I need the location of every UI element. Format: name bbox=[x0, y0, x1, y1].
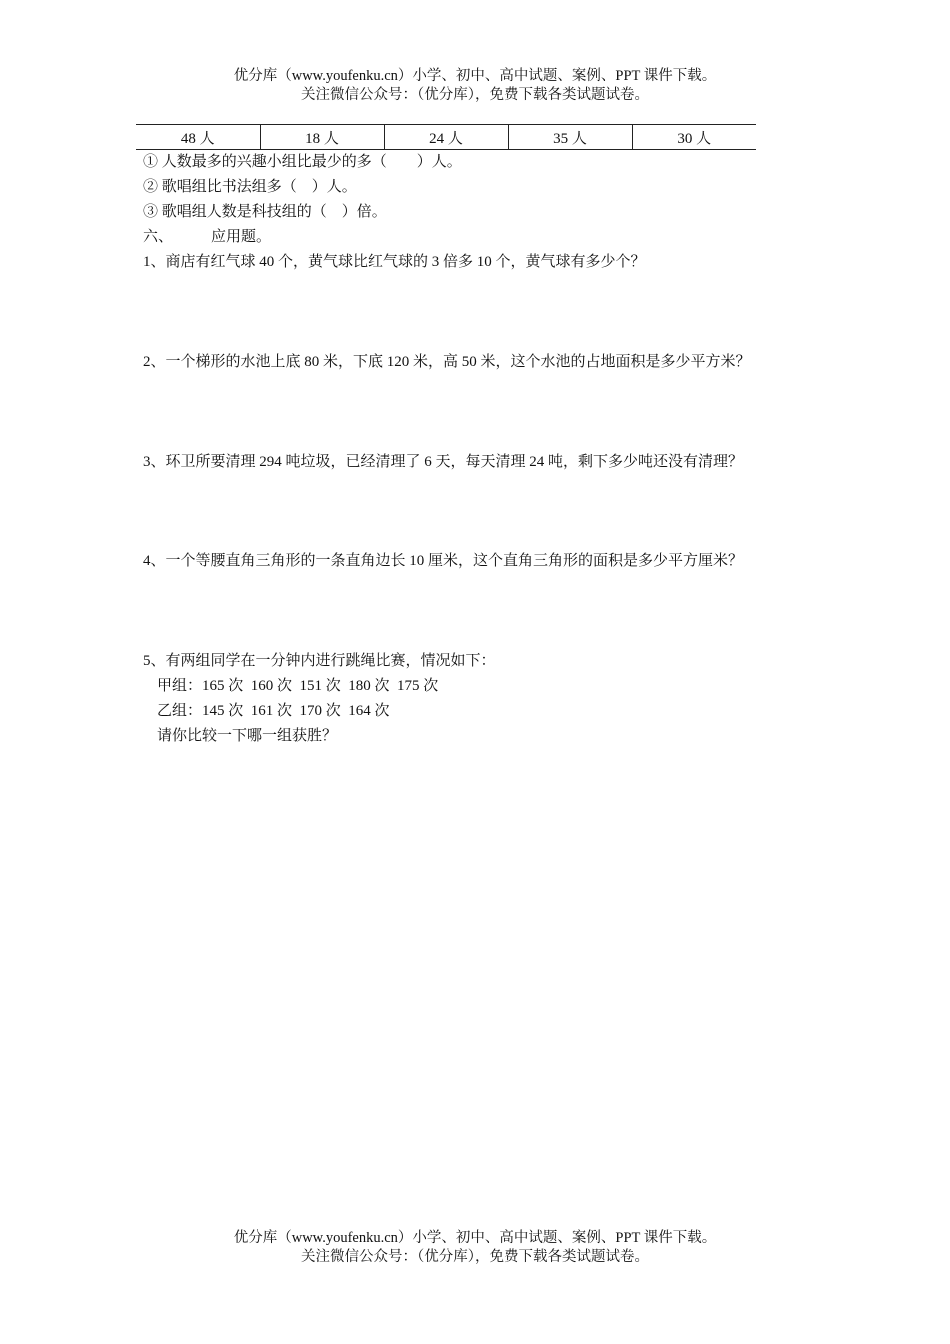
group-count-table bbox=[136, 124, 756, 150]
fill-question-3: ③ 歌唱组人数是科技组的（ ）倍。 bbox=[143, 204, 387, 220]
table-cell: 35 人 bbox=[508, 125, 632, 150]
problem-3: 3、环卫所要清理 294 吨垃圾，已经清理了 6 天，每天清理 24 吨，剩下多少吨还没有清理？ bbox=[143, 454, 744, 470]
table-row bbox=[136, 125, 756, 150]
table-cell: 48 人 bbox=[136, 125, 260, 150]
section-heading bbox=[143, 228, 271, 246]
problem-5-question: 请你比较一下哪一组获胜？ bbox=[157, 728, 338, 744]
problem-5-group-a: 甲组：165 次 160 次 151 次 180 次 175 次 bbox=[157, 678, 439, 694]
fill-question-2: ② 歌唱组比书法组多（ ）人。 bbox=[143, 179, 357, 195]
table-cell: 18 人 bbox=[260, 125, 384, 150]
problem-5: 5、有两组同学在一分钟内进行跳绳比赛，情况如下： bbox=[143, 653, 496, 669]
header-line-2: 关注微信公众号：（优分库），免费下载各类试题试卷。 bbox=[301, 87, 649, 103]
problem-2: 2、一个梯形的水池上底 80 米，下底 120 米，高 50 米，这个水池的占地面积是多少平方米？ bbox=[143, 354, 751, 370]
table-cell: 30 人 bbox=[632, 125, 756, 150]
table-cell: 24 人 bbox=[384, 125, 508, 150]
header-line-1: 优分库（www.youfenku.cn）小学、初中、高中试题、案例、PPT 课件下载。 bbox=[233, 68, 717, 84]
fill-question-1: ① 人数最多的兴趣小组比最少的多（ ）人。 bbox=[143, 154, 462, 170]
problem-4: 4、一个等腰直角三角形的一条直角边长 10 厘米，这个直角三角形的面积是多少平方厘米？ bbox=[143, 553, 744, 569]
footer-line-2: 关注微信公众号：（优分库），免费下载各类试题试卷。 bbox=[301, 1249, 649, 1265]
section-title: 应用题。 bbox=[211, 229, 272, 245]
problem-1: 1、商店有红气球 40 个，黄气球比红气球的 3 倍多 10 个，黄气球有多少个？ bbox=[143, 254, 646, 270]
section-number: 六、 bbox=[143, 229, 174, 245]
problem-5-group-b: 乙组：145 次 161 次 170 次 164 次 bbox=[157, 703, 390, 719]
footer-line-1: 优分库（www.youfenku.cn）小学、初中、高中试题、案例、PPT 课件下载。 bbox=[233, 1230, 717, 1246]
